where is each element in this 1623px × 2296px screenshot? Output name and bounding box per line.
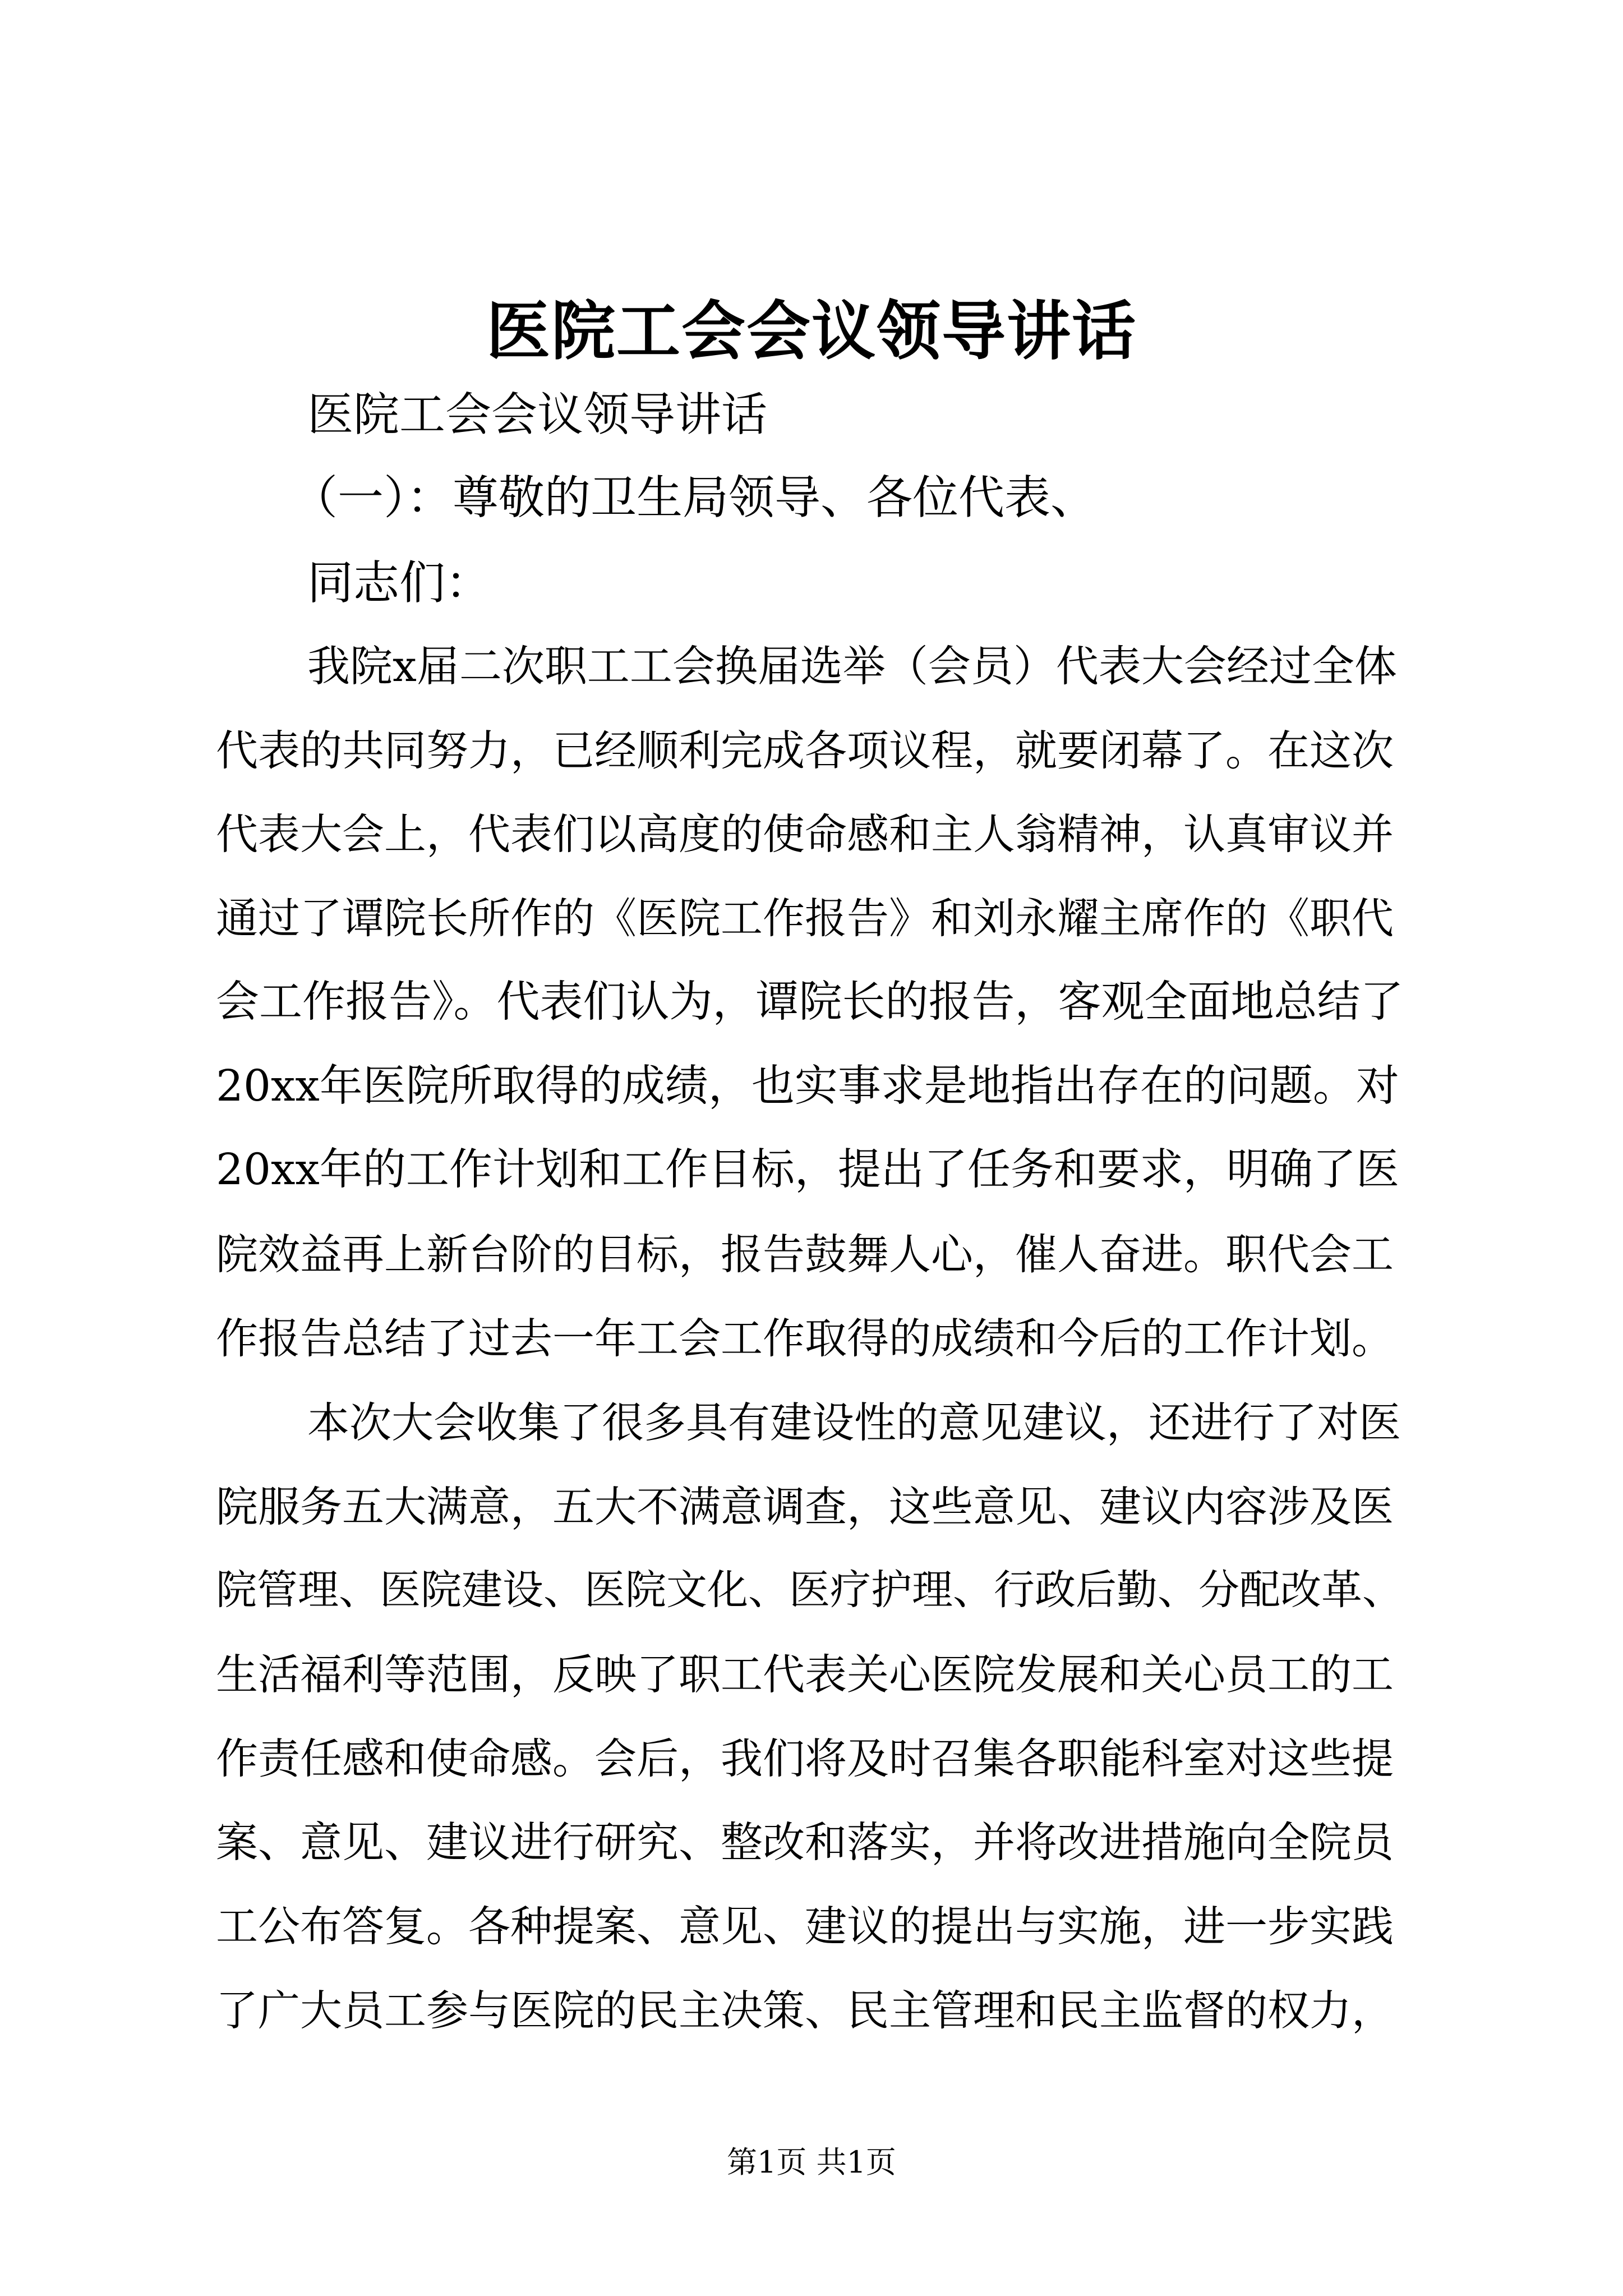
paragraph-line: 20xx年医院所取得的成绩，也实事求是地指出存在的问题。对	[216, 1061, 1399, 1111]
paragraph-line: 代表大会上，代表们以高度的使命感和主人翁精神，认真审议并	[216, 809, 1394, 859]
paragraph-line: 院效益再上新台阶的目标，报告鼓舞人心，催人奋进。职代会工	[216, 1230, 1394, 1279]
greeting-line: （一）：尊敬的卫生局领导、各位代表、	[292, 471, 1097, 524]
paragraph-line: 20xx年的工作计划和工作目标，提出了任务和要求，明确了医	[216, 1145, 1399, 1195]
document-title: 医院工会会议领导讲话	[486, 293, 1137, 369]
paragraph-line: 作责任感和使命感。会后，我们将及时召集各职能科室对这些提	[216, 1734, 1394, 1783]
paragraph-line: 作报告总结了过去一年工会工作取得的成绩和今后的工作计划。	[216, 1314, 1394, 1363]
paragraph-line: 生活福利等范围，反映了职工代表关心医院发展和关心员工的工	[216, 1650, 1394, 1699]
greeting-line: 同志们：	[307, 556, 492, 610]
paragraph-line: 案、意见、建议进行研究、整改和落实，并将改进措施向全院员	[216, 1818, 1394, 1867]
paragraph-line: 了广大员工参与医院的民主决策、民主管理和民主监督的权力，	[216, 1986, 1394, 2035]
document-subtitle: 医院工会会议领导讲话	[307, 388, 768, 441]
paragraph-line: 会工作报告》。代表们认为，谭院长的报告，客观全面地总结了	[216, 977, 1404, 1027]
paragraph-line: 工公布答复。各种提案、意见、建议的提出与实施，进一步实践	[216, 1902, 1394, 1951]
paragraph-line: 通过了谭院长所作的《医院工作报告》和刘永耀主席作的《职代	[216, 894, 1394, 943]
paragraph-line: 本次大会收集了很多具有建设性的意见建议，还进行了对医	[307, 1398, 1401, 1447]
page-number: 第1页 共1页	[727, 2145, 896, 2180]
paragraph-line: 代表的共同努力，已经顺利完成各项议程，就要闭幕了。在这次	[216, 726, 1394, 775]
paragraph-line: 院管理、医院建设、医院文化、医疗护理、行政后勤、分配改革、	[216, 1566, 1403, 1614]
paragraph-line: 院服务五大满意，五大不满意调查，这些意见、建议内容涉及医	[216, 1482, 1394, 1531]
paragraph-line: 我院x届二次职工工会换届选举（会员）代表大会经过全体	[307, 641, 1397, 691]
